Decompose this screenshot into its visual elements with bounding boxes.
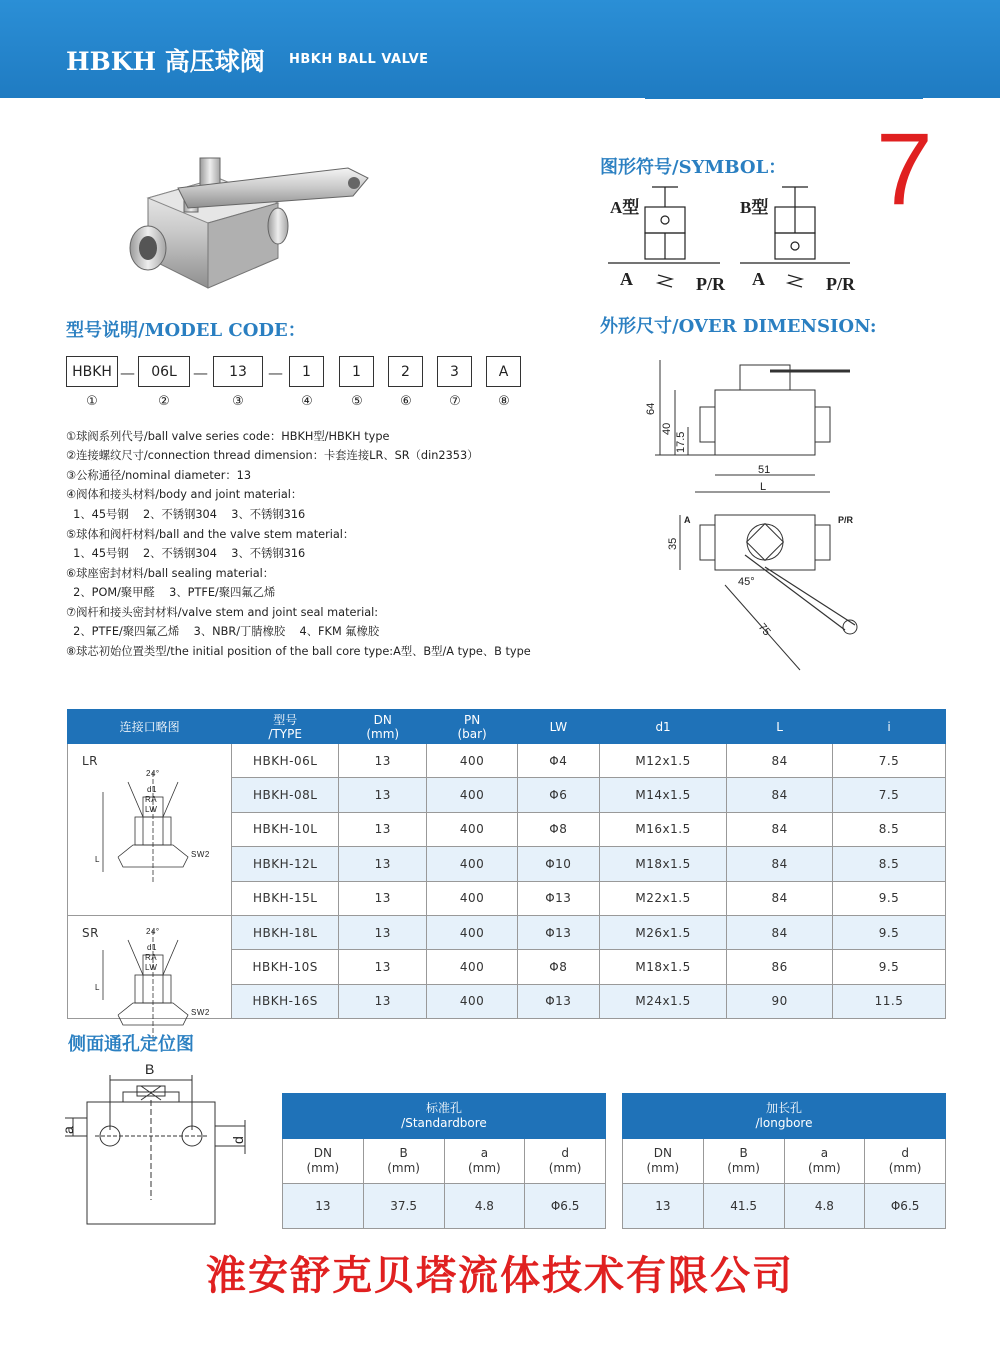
table-cell: 400 [427, 847, 517, 881]
side-hole-drawing [55, 1060, 225, 1230]
conn-sketch-cell-sr [68, 915, 232, 1018]
table-cell: 7.5 [833, 744, 946, 778]
table-cell: 84 [727, 744, 833, 778]
table-cell: 400 [427, 881, 517, 915]
long-col-header: B (mm) [703, 1139, 784, 1184]
model-box-3: 13 [213, 356, 263, 387]
table-cell: 13 [339, 778, 427, 812]
page-number: 7 [876, 112, 933, 226]
table-cell: Φ13 [517, 984, 599, 1018]
standard-cell: 13 [283, 1184, 364, 1229]
model-code-line: 2、PTFE/聚四氟乙烯 3、NBR/丁腈橡胶 4、FKM 氟橡胶 [66, 625, 380, 638]
table-cell: 13 [339, 950, 427, 984]
model-box-5: 1 [339, 356, 374, 387]
table-cell: HBKH-18L [232, 915, 339, 949]
long-col-header: a (mm) [784, 1139, 865, 1184]
table-cell: 13 [339, 915, 427, 949]
table-cell: M18x1.5 [599, 950, 726, 984]
table-cell: HBKH-06L [232, 744, 339, 778]
table-cell: Φ10 [517, 847, 599, 881]
dimension-heading: 外形尺寸/OVER DIMENSION: [600, 316, 877, 337]
table-cell: 84 [727, 915, 833, 949]
long-cell: 4.8 [784, 1184, 865, 1229]
sketch-d1: d1 [147, 785, 157, 794]
table-cell: 13 [339, 847, 427, 881]
side-hole-b-label: B [145, 1061, 155, 1077]
model-box-6: 2 [388, 356, 423, 387]
table-cell: 400 [427, 812, 517, 846]
standard-cell: Φ6.5 [525, 1184, 606, 1229]
model-box-4: 1 [289, 356, 324, 387]
header-underline [645, 97, 923, 99]
table-cell: 13 [339, 812, 427, 846]
table-cell: 13 [339, 881, 427, 915]
valve-photo [118, 148, 378, 298]
col-header: 型号 /TYPE [232, 710, 339, 744]
model-code-line: 1、45号钢 2、不锈钢304 3、不锈钢316 [66, 508, 306, 521]
dim-64: 64 [645, 402, 657, 415]
col-header: PN (bar) [427, 710, 517, 744]
sketch-ra: RA [145, 795, 158, 804]
model-code-line: 1、45号钢 2、不锈钢304 3、不锈钢316 [66, 547, 306, 560]
table-cell: Φ13 [517, 915, 599, 949]
long-cell: Φ6.5 [865, 1184, 946, 1229]
symbol-diagram [600, 185, 870, 300]
table-cell: 9.5 [833, 915, 946, 949]
col-header: d1 [599, 710, 726, 744]
standard-cell: 37.5 [363, 1184, 444, 1229]
connection-sketch [73, 920, 223, 1017]
table-cell: M16x1.5 [599, 812, 726, 846]
dimension-drawing [640, 345, 890, 680]
standard-cell: 4.8 [444, 1184, 525, 1229]
sketch-l: L [95, 855, 100, 864]
table-cell: M18x1.5 [599, 847, 726, 881]
table-cell: Φ8 [517, 950, 599, 984]
side-hole-heading: 侧面通孔定位图 [68, 1034, 194, 1055]
dim-51: 51 [758, 464, 771, 476]
long-bore-title: 加长孔 /longbore [623, 1094, 946, 1139]
model-num-6: ⑥ [400, 394, 412, 409]
table-cell: 90 [727, 984, 833, 1018]
sketch-d1: d1 [147, 942, 157, 952]
model-code-line: ⑧球芯初始位置类型/the initial position of the ball core type:A型、B型/A type、B type [66, 645, 531, 658]
model-code-line: 2、POM/聚甲醛 3、PTFE/聚四氟乙烯 [66, 586, 276, 599]
model-num-1: ① [86, 394, 98, 409]
table-cell: 8.5 [833, 812, 946, 846]
page-subtitle: HBKH BALL VALVE [289, 52, 429, 67]
col-header: LW [517, 710, 599, 744]
dim-L: L [760, 481, 767, 493]
model-code-line: ②连接螺纹尺寸/connection thread dimension：卡套连接LR、SR（din2353） [66, 449, 479, 462]
table-cell: M12x1.5 [599, 744, 726, 778]
dim-port-pr: P/R [838, 515, 854, 525]
dim-75: 75 [755, 621, 773, 639]
model-num-3: ③ [232, 394, 244, 409]
table-row [68, 915, 946, 949]
spec-table [67, 709, 946, 1019]
col-header: L [727, 710, 833, 744]
dim-40: 40 [661, 422, 673, 435]
symbol-heading: 图形符号/SYMBOL： [600, 157, 787, 178]
table-row [68, 744, 946, 778]
connection-sketch [73, 762, 223, 912]
table-cell: 400 [427, 950, 517, 984]
company-name: 淮安舒克贝塔流体技术有限公司 [206, 1253, 794, 1299]
table-cell: 400 [427, 915, 517, 949]
table-cell: 8.5 [833, 847, 946, 881]
symbol-port-pr: P/R [696, 274, 725, 294]
long-col-header: DN (mm) [623, 1139, 704, 1184]
side-hole-d-label: d [230, 1136, 246, 1144]
standard-col-header: a (mm) [444, 1139, 525, 1184]
sketch-angle: 24° [146, 769, 160, 778]
sketch-ra: RA [145, 952, 158, 962]
table-cell: HBKH-10L [232, 812, 339, 846]
model-code-line: ①球阀系列代号/ball valve series code：HBKH型/HBKH type [66, 430, 390, 443]
table-cell: HBKH-08L [232, 778, 339, 812]
table-cell: Φ13 [517, 881, 599, 915]
conn-sketch-cell-lr [68, 744, 232, 916]
col-header: i [833, 710, 946, 744]
dim-port-a: A [684, 515, 691, 525]
model-num-7: ⑦ [449, 394, 461, 409]
standard-col-header: B (mm) [363, 1139, 444, 1184]
dim-35: 35 [667, 537, 679, 550]
table-cell: 84 [727, 847, 833, 881]
table-cell: 86 [727, 950, 833, 984]
sketch-angle: 24° [146, 926, 160, 936]
sketch-lw: LW [145, 962, 158, 972]
col-header: 连接口略图 [68, 710, 232, 744]
table-cell: 400 [427, 744, 517, 778]
table-cell: M26x1.5 [599, 915, 726, 949]
dim-45: 45° [738, 576, 755, 588]
table-cell: HBKH-16S [232, 984, 339, 1018]
model-code-line: ③公称通径/nominal diameter：13 [66, 469, 252, 482]
model-num-2: ② [158, 394, 170, 409]
model-code-line: ⑤球体和阀杆材料/ball and the valve stem material： [66, 528, 355, 541]
table-cell: Φ4 [517, 744, 599, 778]
symbol-type-b: B型 [740, 198, 769, 217]
table-cell: 13 [339, 744, 427, 778]
table-cell: 9.5 [833, 950, 946, 984]
table-cell: 11.5 [833, 984, 946, 1018]
model-dash: — [268, 364, 283, 382]
table-cell: 9.5 [833, 881, 946, 915]
table-cell: HBKH-12L [232, 847, 339, 881]
table-cell: HBKH-15L [232, 881, 339, 915]
symbol-port-a-b: A [752, 269, 765, 289]
model-code-line: ④阀体和接头材料/body and joint material： [66, 488, 303, 501]
model-box-1: HBKH [66, 356, 118, 387]
long-bore-table [622, 1093, 946, 1229]
sketch-sw2: SW2 [191, 850, 210, 859]
standard-col-header: d (mm) [525, 1139, 606, 1184]
model-code-heading: 型号说明/MODEL CODE： [66, 320, 306, 341]
model-num-8: ⑧ [498, 394, 510, 409]
table-cell: 400 [427, 778, 517, 812]
standard-bore-table [282, 1093, 606, 1229]
sketch-lw: LW [145, 805, 158, 814]
table-cell: Φ6 [517, 778, 599, 812]
table-cell: 84 [727, 778, 833, 812]
model-code-line: ⑦阀杆和接头密封材料/valve stem and joint seal material: [66, 606, 379, 619]
long-cell: 41.5 [703, 1184, 784, 1229]
model-box-8: A [486, 356, 521, 387]
model-box-7: 3 [437, 356, 472, 387]
long-cell: 13 [623, 1184, 704, 1229]
table-cell: 84 [727, 812, 833, 846]
col-header: DN (mm) [339, 710, 427, 744]
symbol-port-a: A [620, 269, 633, 289]
long-col-header: d (mm) [865, 1139, 946, 1184]
standard-col-header: DN (mm) [283, 1139, 364, 1184]
side-hole-a-label: a [60, 1126, 76, 1134]
table-cell: M22x1.5 [599, 881, 726, 915]
table-cell: 13 [339, 984, 427, 1018]
model-num-5: ⑤ [351, 394, 363, 409]
table-cell: 400 [427, 984, 517, 1018]
standard-bore-title: 标准孔 /Standardbore [283, 1094, 606, 1139]
model-dash: — [193, 364, 208, 382]
side-hole-d-dim [225, 1118, 255, 1158]
table-cell: M14x1.5 [599, 778, 726, 812]
model-dash: — [120, 364, 135, 382]
model-code-line: ⑥球座密封材料/ball sealing material： [66, 567, 275, 580]
sketch-l: L [95, 982, 100, 992]
dim-17-5: 17.5 [675, 431, 687, 453]
page-title: HBKH 高压球阀 [66, 47, 265, 76]
table-cell: Φ8 [517, 812, 599, 846]
table-cell: HBKH-10S [232, 950, 339, 984]
symbol-port-pr-b: P/R [826, 274, 855, 294]
symbol-type-a: A型 [610, 198, 640, 217]
sketch-sw2: SW2 [191, 1007, 210, 1017]
table-cell: M24x1.5 [599, 984, 726, 1018]
table-cell: 7.5 [833, 778, 946, 812]
model-box-2: 06L [138, 356, 190, 387]
conn-type-label: LR [82, 754, 99, 768]
table-cell: 84 [727, 881, 833, 915]
model-num-4: ④ [301, 394, 313, 409]
conn-type-label: SR [82, 925, 99, 940]
